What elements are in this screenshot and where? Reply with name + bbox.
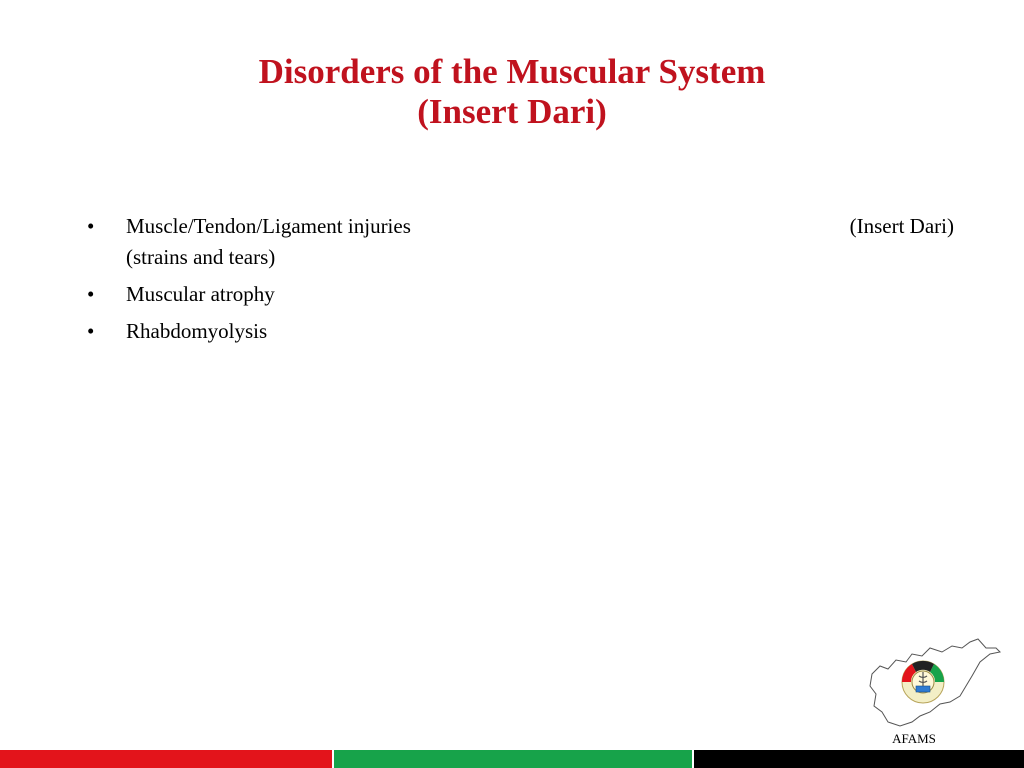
bullet-row [126,211,965,242]
bullet-marker: • [87,319,95,343]
bullet-list [85,211,965,353]
bullet-item-injuries [85,211,965,273]
bullet-marker: • [87,282,95,306]
slide-title-line-1: Disorders of the Muscular System [258,52,766,91]
slide-title [0,52,1024,132]
flag-black-segment [694,750,1024,768]
logo-caption: AFAMS [892,731,936,746]
bullet-marker: • [87,214,95,238]
bullet-text: Muscular atrophy [126,282,275,306]
flag-red-segment [0,750,332,768]
dari-placeholder: (Insert Dari) [849,214,954,238]
bullet-text: Rhabdomyolysis [126,319,268,343]
afghanistan-map-emblem-icon [866,636,1006,732]
slide-title-line-2: (Insert Dari) [417,92,607,131]
bullet-subtext: (strains and tears) [126,245,276,269]
flag-green-segment [334,750,692,768]
bullet-item-rhabdomyolysis [85,316,965,347]
flag-color-bar [0,750,1024,768]
bullet-item-atrophy [85,279,965,310]
bullet-text: Muscle/Tendon/Ligament injuries [126,214,411,238]
book-icon [916,686,930,692]
